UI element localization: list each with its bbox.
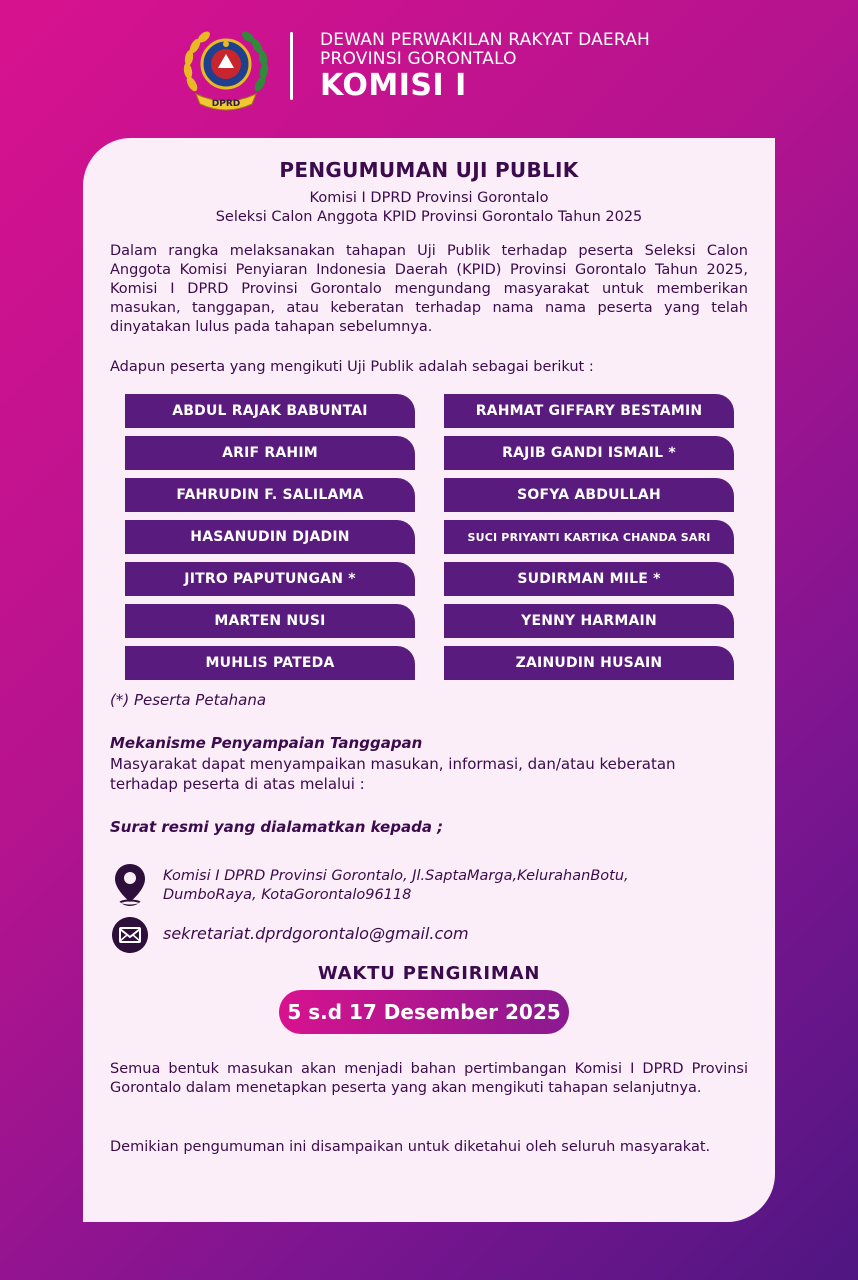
participant-right-6: YENNY HARMAIN [444, 604, 734, 638]
participant-right-7: ZAINUDIN HUSAIN [444, 646, 734, 680]
email-address[interactable]: sekretariat.dprdgorontalo@gmail.com [163, 924, 469, 943]
participant-left-5: JITRO PAPUTUNGAN * [125, 562, 415, 596]
participant-left-2: ARIF RAHIM [125, 436, 415, 470]
participant-right-3: SOFYA ABDULLAH [444, 478, 734, 512]
dprd-logo-icon [178, 24, 274, 112]
participants-lead: Adapun peserta yang mengikuti Uji Publik adalah sebagai berikut : [110, 359, 594, 375]
org-name-line2: PROVINSI GORONTALO [320, 49, 517, 69]
mechanism-text: Masyarakat dapat menyampaikan masukan, informasi, dan/atau keberatan terhadap peserta di atas melalui : [110, 755, 676, 793]
logo-ribbon-text: DPRD [211, 99, 241, 109]
header-divider [290, 32, 293, 100]
intro-paragraph: Dalam rangka melaksanakan tahapan Uji Publik terhadap peserta Seleksi Calon Anggota Komisi Penyiaran Indonesia Daerah (KPID) Provinsi Gorontalo Tahun 2025, Komisi I DPRD Provinsi Gorontalo mengundang masyarakat untuk memberikan masukan, tanggapan, atau keberatan terhadap nama nama peserta yang telah dinyatakan lulus pada tahapan sebelumnya. [110, 243, 748, 335]
submission-heading: WAKTU PENGIRIMAN [317, 963, 541, 984]
letter-heading: Surat resmi yang dialamatkan kepada ; [110, 818, 444, 836]
mechanism-heading: Mekanisme Penyampaian Tanggapan [110, 734, 423, 752]
participant-right-5: SUDIRMAN MILE * [444, 562, 734, 596]
org-name-line1: DEWAN PERWAKILAN RAKYAT DAERAH [320, 30, 651, 50]
submission-dates-badge: 5 s.d 17 Desember 2025 [279, 990, 569, 1034]
participant-right-4: SUCI PRIYANTI KARTIKA CHANDA SARI [444, 520, 734, 554]
announcement-subtitle-2: Seleksi Calon Anggota KPID Provinsi Gorontalo Tahun 2025 [215, 209, 643, 225]
incumbent-note: (*) Peserta Petahana [110, 691, 267, 709]
participant-left-3: FAHRUDIN F. SALILAMA [125, 478, 415, 512]
participant-right-2: RAJIB GANDI ISMAIL * [444, 436, 734, 470]
closing-paragraph-2: Demikian pengumuman ini disampaikan untuk diketahui oleh seluruh masyarakat. [110, 1139, 711, 1155]
participant-left-1: ABDUL RAJAK BABUNTAI [125, 394, 415, 428]
participant-right-1: RAHMAT GIFFARY BESTAMIN [444, 394, 734, 428]
participant-left-7: MUHLIS PATEDA [125, 646, 415, 680]
location-pin-icon [112, 862, 148, 906]
header [0, 0, 858, 130]
participant-left-6: MARTEN NUSI [125, 604, 415, 638]
announcement-card [83, 138, 775, 1222]
mail-icon [112, 917, 148, 953]
announcement-title: PENGUMUMAN UJI PUBLIK [279, 158, 579, 182]
participant-left-4: HASANUDIN DJADIN [125, 520, 415, 554]
closing-paragraph-1: Semua bentuk masukan akan menjadi bahan pertimbangan Komisi I DPRD Provinsi Gorontalo dalam menetapkan peserta yang akan mengikuti tahapan selanjutnya. [110, 1061, 748, 1096]
commission-name: KOMISI I [320, 68, 467, 103]
address-text: Komisi I DPRD Provinsi Gorontalo, Jl.SaptaMarga,KelurahanBotu, DumboRaya, KotaGorontalo96118 [163, 868, 629, 903]
announcement-subtitle-1: Komisi I DPRD Provinsi Gorontalo [309, 190, 549, 206]
